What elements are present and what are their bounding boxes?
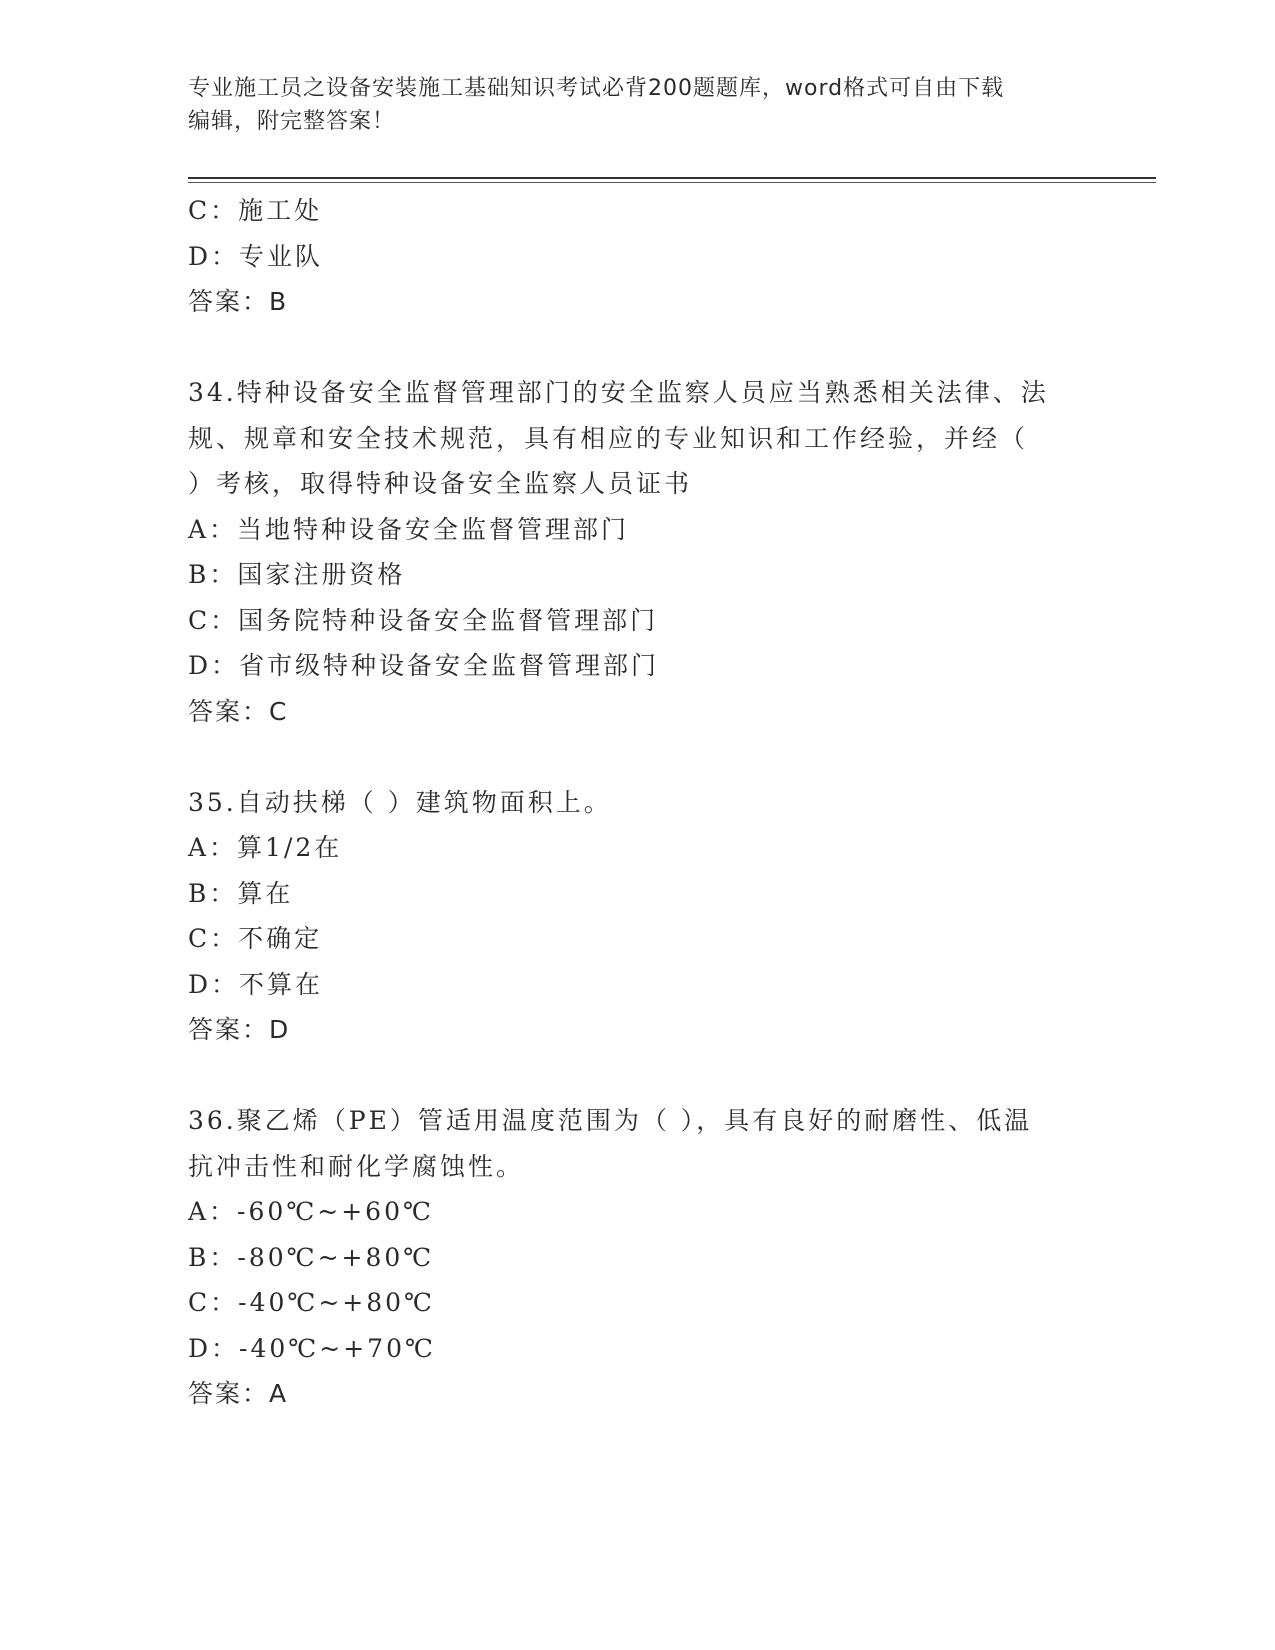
question-stem-line: 35.自动扶梯（ ）建筑物面积上。 xyxy=(188,787,612,817)
header-divider-thin xyxy=(188,182,1156,183)
header-title-line-1: 专业施工员之设备安装施工基础知识考试必背200题题库，word格式可自由下载 xyxy=(188,76,1005,101)
question-stem-line: ）考核，取得特种设备安全监察人员证书 xyxy=(188,469,693,498)
answer-line: 答案：A xyxy=(188,1379,289,1408)
option-a: A：当地特种设备安全监督管理部门 xyxy=(188,514,630,544)
option-a: A：-60℃~+60℃ xyxy=(188,1197,434,1226)
question-stem-line: 规、规章和安全技术规范，具有相应的专业知识和工作经验，并经（ xyxy=(188,423,1029,453)
option-c: C：施工处 xyxy=(188,196,323,225)
option-d: D：专业队 xyxy=(188,241,324,271)
option-c: C：不确定 xyxy=(188,924,323,953)
spacer xyxy=(188,1053,1088,1099)
question-35 xyxy=(188,780,1088,1053)
option-d: D：不算在 xyxy=(188,969,324,999)
header-title-line-2: 编辑，附完整答案！ xyxy=(188,109,396,134)
option-b: B：国家注册资格 xyxy=(188,560,406,589)
spacer xyxy=(188,734,1088,780)
option-b: B：-80℃~+80℃ xyxy=(188,1242,435,1272)
answer-line: 答案：C xyxy=(188,696,289,726)
question-36 xyxy=(188,1098,1088,1417)
document-header xyxy=(188,72,1088,138)
option-c: C：国务院特种设备安全监督管理部门 xyxy=(188,605,659,635)
question-stem-line: 34.特种设备安全监督管理部门的安全监察人员应当熟悉相关法律、法 xyxy=(188,378,1049,407)
option-c: C：-40℃~+80℃ xyxy=(188,1288,436,1317)
option-d: D：-40℃~+70℃ xyxy=(188,1333,436,1363)
option-a: A：算1/2在 xyxy=(188,833,343,862)
spacer xyxy=(188,325,1088,371)
answer-line: 答案：D xyxy=(188,1015,291,1044)
question-stem-line: 抗冲击性和耐化学腐蚀性。 xyxy=(188,1151,525,1181)
option-b: B：算在 xyxy=(188,878,294,908)
header-divider-thick xyxy=(188,177,1156,179)
question-list xyxy=(188,188,1088,1417)
question-34 xyxy=(188,370,1088,734)
option-d: D：省市级特种设备安全监督管理部门 xyxy=(188,651,660,680)
answer-line: 答案：B xyxy=(188,287,289,316)
question-stem-line: 36.聚乙烯（PE）管适用温度范围为（ ），具有良好的耐磨性、低温 xyxy=(188,1106,1033,1135)
question-33-tail xyxy=(188,188,1088,325)
